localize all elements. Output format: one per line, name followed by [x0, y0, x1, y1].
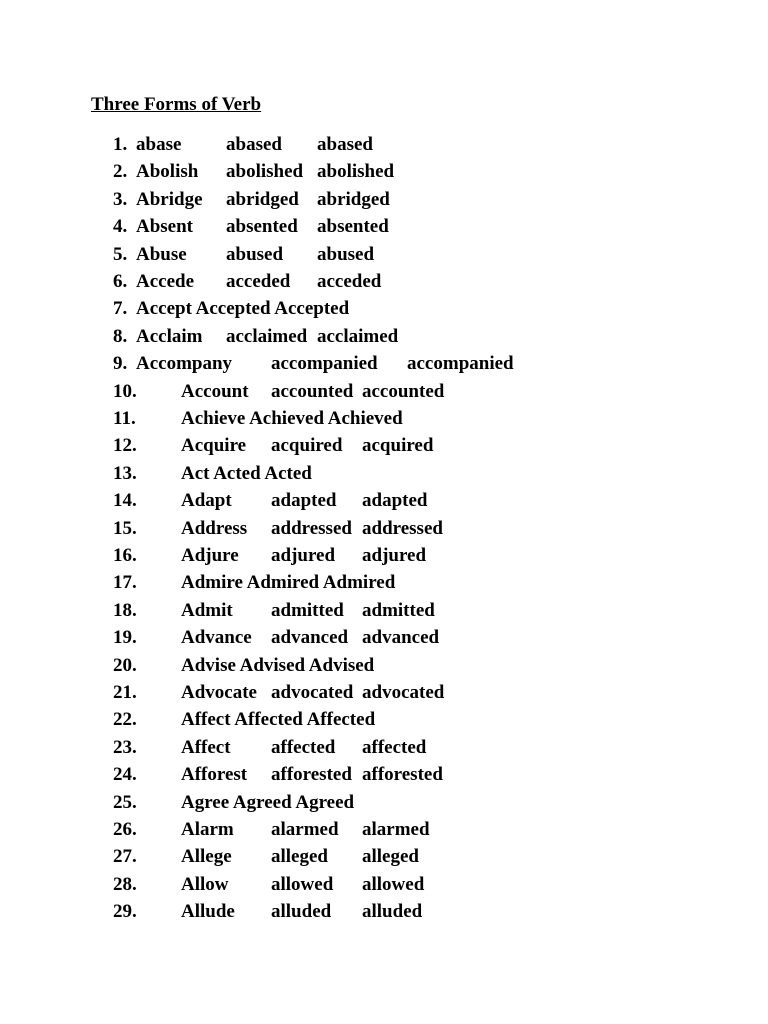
verb-base: abase	[136, 134, 182, 155]
verb-base: Allude	[181, 901, 235, 923]
verb-base: Afforest	[181, 764, 248, 786]
verb-participle: accompanied	[407, 353, 514, 375]
verb-number: 2.	[113, 161, 128, 183]
verb-base: Address	[181, 517, 248, 539]
verb-participle: Admired	[322, 572, 396, 594]
verb-base: Allege	[181, 846, 232, 868]
verb-base: Adapt	[181, 490, 232, 512]
verb-participle: admitted	[362, 599, 435, 621]
verb-forms-inline	[181, 708, 375, 732]
verb-number: 3.	[113, 188, 128, 210]
verb-past: acclaimed	[226, 325, 308, 347]
verb-past: affected	[271, 736, 336, 758]
verb-past: Agreed	[232, 791, 292, 813]
verb-forms-inline	[181, 654, 374, 678]
verb-past: absented	[226, 216, 298, 238]
verb-participle: abused	[317, 243, 375, 265]
verb-base: Agree	[181, 791, 230, 813]
verb-participle: Achieved	[327, 408, 403, 429]
verb-number: 1.	[113, 134, 128, 155]
verb-past: advocated	[271, 682, 354, 703]
verb-forms-inline	[181, 462, 312, 486]
verb-past: afforested	[271, 764, 352, 786]
verb-base: Achieve	[181, 408, 246, 429]
verb-participle: abridged	[317, 188, 390, 210]
verb-base: Advance	[181, 627, 252, 649]
verb-number: 26.	[113, 819, 137, 840]
verb-past: allowed	[271, 873, 334, 895]
verb-participle: abased	[317, 134, 373, 155]
verb-base: Allow	[181, 873, 229, 895]
verb-past: alarmed	[271, 819, 339, 840]
verb-participle: acceded	[317, 271, 382, 292]
verb-base: Advocate	[181, 682, 257, 703]
verb-past: abused	[226, 243, 284, 265]
verb-past: alleged	[271, 846, 328, 868]
verb-participle: acquired	[362, 435, 434, 457]
verb-past: advanced	[271, 627, 349, 649]
verb-base: Admit	[181, 599, 233, 621]
verb-past: acceded	[226, 271, 291, 292]
verb-number: 9.	[113, 353, 128, 375]
verb-number: 6.	[113, 271, 128, 292]
verb-number: 24.	[113, 764, 137, 786]
verb-number: 5.	[113, 243, 128, 265]
verb-number: 7.	[113, 298, 128, 320]
verb-forms-inline	[181, 407, 403, 431]
verb-base: Admire	[181, 572, 243, 594]
verb-forms-inline	[136, 297, 349, 321]
verb-participle: afforested	[362, 764, 443, 786]
verb-number: 4.	[113, 216, 128, 238]
verb-base: Acquire	[181, 435, 247, 457]
verb-base: Abolish	[136, 161, 199, 183]
verb-number: 8.	[113, 325, 128, 347]
verb-number: 21.	[113, 682, 137, 703]
verb-base: Advise	[181, 654, 236, 676]
verb-past: Admired	[246, 572, 320, 594]
verb-participle: adapted	[362, 490, 428, 512]
verb-number: 15.	[113, 517, 137, 539]
verb-participle: acclaimed	[317, 325, 399, 347]
verb-participle: accounted	[362, 380, 445, 402]
verb-past: adjured	[271, 545, 336, 566]
verb-base: Act	[181, 462, 210, 484]
verb-base: Acclaim	[136, 325, 203, 347]
verb-number: 17.	[113, 572, 137, 594]
verb-past: accounted	[271, 380, 354, 402]
verb-participle: abolished	[317, 161, 395, 183]
verb-base: Affect	[181, 736, 231, 758]
verb-base: Alarm	[181, 819, 234, 840]
verb-number: 25.	[113, 791, 137, 813]
verb-base: Affect	[181, 709, 231, 731]
verb-number: 28.	[113, 873, 137, 895]
verb-past: alluded	[271, 901, 332, 923]
verb-forms-inline	[181, 791, 354, 815]
page-title: Three Forms of Verb	[91, 94, 262, 115]
verb-base: Accompany	[136, 353, 233, 375]
verb-base: Account	[181, 380, 249, 402]
verb-base: Adjure	[181, 545, 239, 566]
verb-past: Acted	[213, 462, 261, 484]
verb-participle: adjured	[362, 545, 427, 566]
verb-base: Accept	[136, 298, 192, 320]
verb-past: Accepted	[195, 298, 271, 320]
verb-forms-inline	[181, 571, 395, 595]
verb-number: 14.	[113, 490, 137, 512]
verb-participle: Agreed	[295, 791, 355, 813]
verb-past: Achieved	[249, 408, 325, 429]
verb-past: Affected	[234, 709, 303, 731]
verb-number: 29.	[113, 901, 137, 923]
verb-past: abolished	[226, 161, 304, 183]
verb-base: Abridge	[136, 188, 203, 210]
verb-past: accompanied	[271, 353, 378, 375]
verb-participle: advocated	[362, 682, 445, 703]
verb-past: Advised	[239, 654, 306, 676]
verb-past: adapted	[271, 490, 337, 512]
verb-base: Absent	[136, 216, 194, 238]
verb-participle: addressed	[362, 517, 443, 539]
verb-participle: absented	[317, 216, 389, 238]
verb-participle: Acted	[264, 462, 312, 484]
verb-participle: alluded	[362, 901, 423, 923]
verb-number: 22.	[113, 709, 137, 731]
verb-participle: allowed	[362, 873, 425, 895]
verb-number: 23.	[113, 736, 137, 758]
verb-participle: alleged	[362, 846, 419, 868]
verb-number: 11.	[113, 408, 136, 429]
verb-number: 13.	[113, 462, 137, 484]
verb-participle: Affected	[306, 709, 376, 731]
verb-number: 20.	[113, 654, 137, 676]
verb-base: Accede	[136, 271, 195, 292]
verb-number: 16.	[113, 545, 137, 566]
verb-participle: alarmed	[362, 819, 430, 840]
verb-participle: Accepted	[274, 298, 350, 320]
verb-number: 18.	[113, 599, 137, 621]
verb-participle: affected	[362, 736, 427, 758]
verb-past: acquired	[271, 435, 343, 457]
verb-participle: advanced	[362, 627, 440, 649]
verb-past: abased	[226, 134, 282, 155]
verb-number: 10.	[113, 380, 137, 402]
verb-past: addressed	[271, 517, 352, 539]
verb-base: Abuse	[136, 243, 187, 265]
verb-number: 27.	[113, 846, 137, 868]
verb-participle: Advised	[308, 654, 375, 676]
verb-past: abridged	[226, 188, 299, 210]
verb-number: 19.	[113, 627, 137, 649]
verb-number: 12.	[113, 435, 137, 457]
verb-past: admitted	[271, 599, 344, 621]
